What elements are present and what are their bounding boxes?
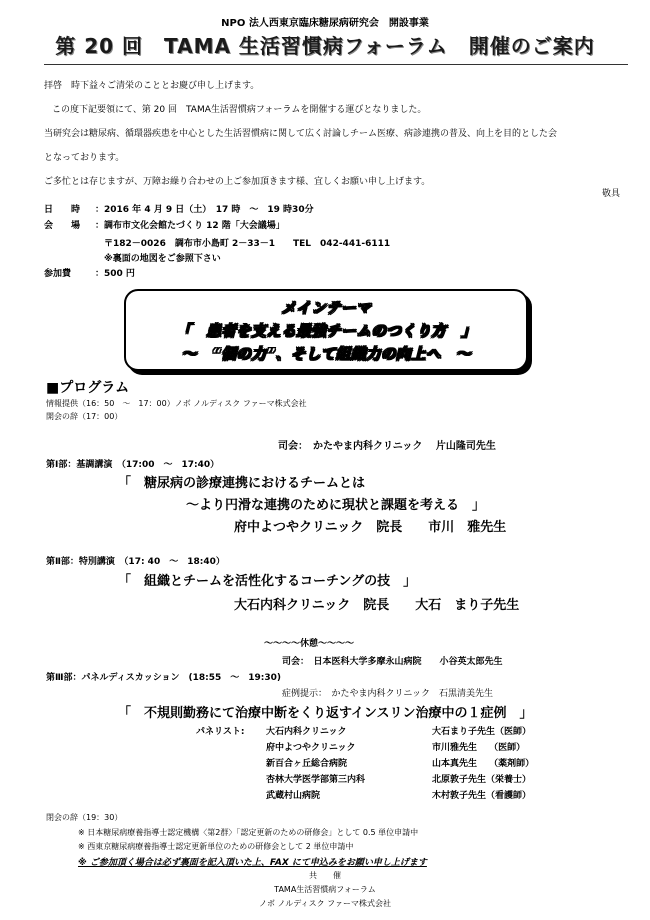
panelist-org: 大石内科クリニック [266, 727, 347, 737]
venue-address: 〒182－0026 調布市小島町 2－33－1 TEL 042-441-6111 [104, 239, 391, 249]
break-line: ～～～～休憩～～～～ [264, 639, 355, 649]
main-theme-box [124, 289, 528, 371]
intro-purpose: 当研究会は糖尿病、循環器疾患を中心とした生活習慣病に関して広く討論しチーム医療、病診連携の普及、向上を目的とした会 [44, 129, 558, 139]
map-note: ※裏面の地図をご参照下さい [104, 254, 221, 264]
closing-word: 敬具 [602, 189, 621, 199]
credit-note-2: ※ 西東京糖尿病療養指導士認定更新単位のための研修会として 2 単位申請中 [78, 842, 354, 851]
part3-label: 第Ⅲ部：パネルディスカッション (18:55 ～ 19:30) [46, 673, 282, 683]
fee-label: 参加費 [44, 269, 72, 279]
organizer-line: NPO 法人西東京臨床糖尿病研究会 開設事業 [221, 18, 429, 29]
venue-label: 会 場 [44, 221, 81, 231]
part3-title: 「 不規則勤務にて治療中断をくり返すインスリン治療中の１症例 」 [118, 706, 533, 721]
panelist-org: 府中よつやクリニック [266, 743, 356, 753]
panelist-name: 市川雅先生 （医師） [432, 743, 526, 753]
cohost-label: 共 催 [309, 871, 341, 880]
part1-label: 第Ⅰ部：基調講演 （17:00 ～ 17:40） [46, 460, 220, 470]
panelist-label: パネリスト: [196, 727, 245, 737]
title-rule [44, 64, 628, 65]
part1-speaker: 府中よつやクリニック 院長 市川 雅先生 [234, 520, 507, 535]
intro-request: ご多忙とは存じますが、万障お繰り合わせの上ご参加頂きます様、宜しくお願い申し上げます。 [44, 177, 431, 187]
panelist-name: 木村敦子先生（看護師） [432, 791, 532, 801]
theme-heading: メインテーマ [281, 299, 371, 317]
cohost-forum: TAMA生活習慣病フォーラム [274, 885, 376, 894]
part2-title: 「 組織とチームを活性化するコーチングの技 」 [118, 574, 417, 589]
program-heading: ■プログラム [46, 380, 130, 396]
part1-title: 「 糖尿病の診療連携におけるチームとは [118, 476, 366, 491]
chair-part3: 司会： 日本医科大学多摩永山病院 小谷英太郎先生 [282, 657, 503, 667]
date-value: ：2016 年 4 月 9 日（土） 17 時 ～ 19 時30分 [95, 205, 314, 215]
credit-note-1: ※ 日本糖尿病療養指導士認定機構〈第2群〉「認定更新のための研修会」として 0.5 単位申請中 [78, 828, 419, 837]
info-session: 情報提供（16：50 ～ 17：00）ノボ ノルディスク ファーマ株式会社 [46, 399, 307, 408]
panelist-name: 大石まり子先生（医師） [432, 727, 532, 737]
fee-value: ：500 円 [95, 269, 135, 279]
part2-speaker: 大石内科クリニック 院長 大石 まり子先生 [234, 598, 520, 613]
panelist-name: 北原敦子先生（栄養士） [432, 775, 532, 785]
panelist-org: 新百合ヶ丘総合病院 [266, 759, 348, 769]
closing-remarks: 閉会の辞（19：30） [46, 813, 123, 822]
venue-value: ：調布市文化会館たづくり 12 階「大会議場」 [95, 221, 285, 231]
case-presenter: 症例提示： かたやま内科クリニック 石黒清美先生 [282, 689, 493, 699]
intro-greeting: 拝啓 時下益々ご清栄のこととお慶び申し上げます。 [44, 81, 260, 91]
chair-part1: 司会： かたやま内科クリニック 片山隆司先生 [278, 441, 496, 452]
intro-purpose-cont: となっております。 [44, 153, 125, 163]
panelist-name: 山本真先生 （薬剤師） [432, 759, 535, 769]
fax-note: ※ ご参加頂く場合は必ず裏面を記入頂いた上、FAX にて申込みをお願い申し上げます [78, 858, 427, 868]
theme-title: 「 患者を支える最強チームのつくり方 」 [175, 322, 476, 340]
part1-subtitle: ～より円滑な連携のために現状と課題を考える 」 [186, 498, 486, 513]
theme-subtitle: ～ “個の力”、そして組織力の向上へ ～ [181, 345, 471, 363]
panelist-org: 杏林大学医学部第三内科 [266, 775, 366, 785]
date-label: 日 時 [44, 205, 81, 215]
page-title: 第 20 回 TAMA 生活習慣病フォーラム 開催のご案内 [55, 34, 595, 58]
cohost-company: ノボ ノルディスク ファーマ株式会社 [259, 899, 391, 908]
part2-label: 第Ⅱ部：特別講演 （17: 40 ～ 18:40） [46, 557, 225, 567]
panelist-org: 武蔵村山病院 [266, 791, 321, 801]
opening-remarks: 開会の辞（17：00） [46, 412, 123, 421]
intro-announcement: この度下記要領にて、第 20 回 TAMA生活習慣病フォーラムを開催する運びとなりました。 [52, 105, 427, 115]
